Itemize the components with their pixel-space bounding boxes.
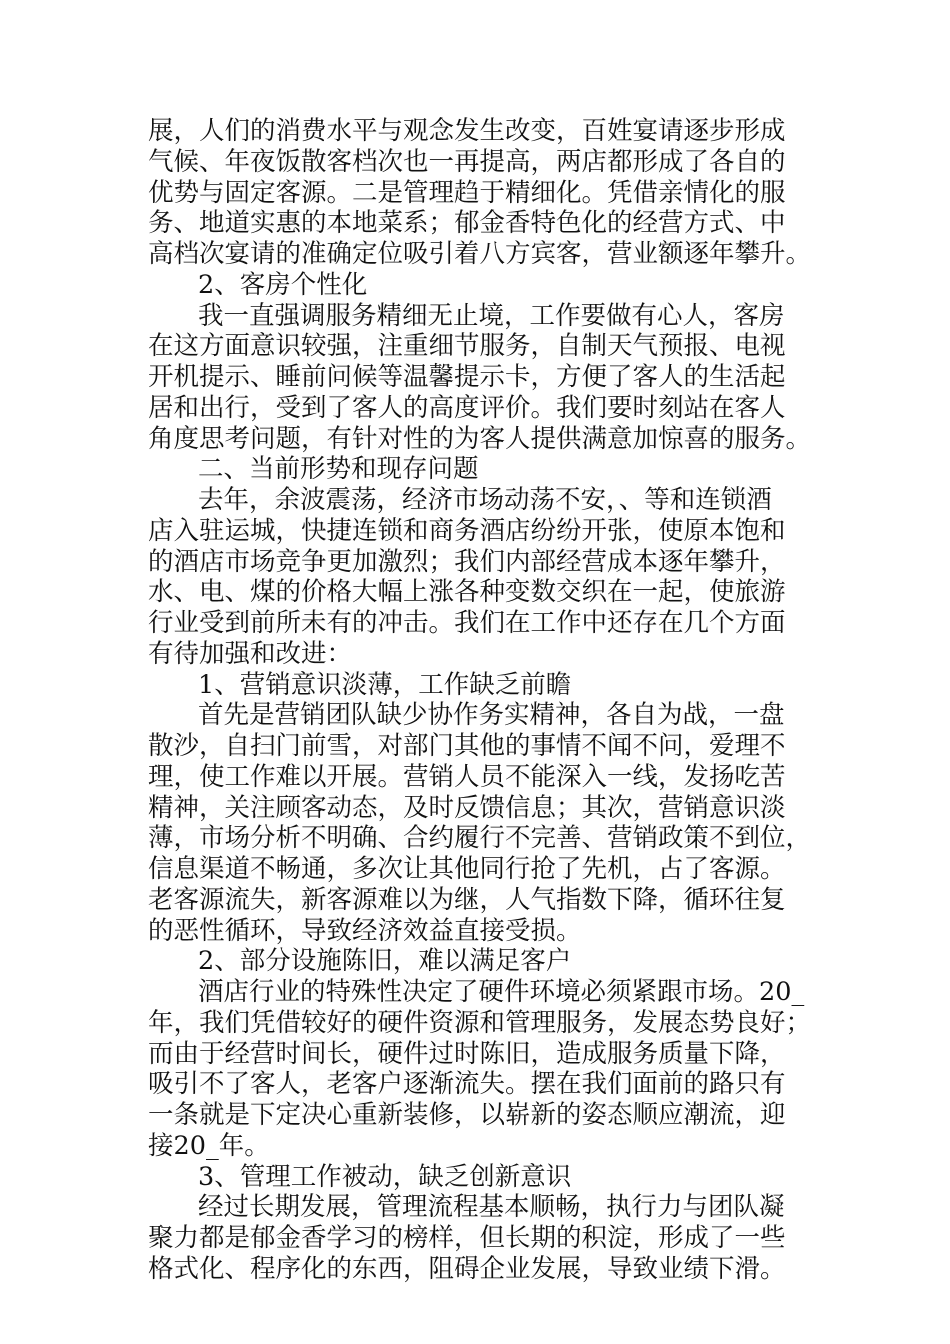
text-line: 2、部分设施陈旧，难以满足客户 bbox=[198, 946, 572, 977]
text-line: 理，使工作难以开展。营销人员不能深入一线，发扬吃苦 bbox=[148, 761, 786, 792]
text-line: 水、电、煤的价格大幅上涨各种变数交织在一起，使旅游 bbox=[148, 577, 786, 608]
text-line: 3、管理工作被动，缺乏创新意识 bbox=[198, 1161, 572, 1192]
text-line: 吸引不了客人，老客户逐渐流失。摆在我们面前的路只有 bbox=[148, 1069, 786, 1100]
text-line: 年，我们凭借较好的硬件资源和管理服务，发展态势良好； bbox=[148, 1007, 812, 1038]
text-line: 的酒店市场竞争更加激烈；我们内部经营成本逐年攀升， bbox=[148, 546, 786, 577]
text-line: 经过长期发展，管理流程基本顺畅，执行力与团队凝 bbox=[198, 1192, 785, 1223]
text-line: 店入驻运城，快捷连锁和商务酒店纷纷开张，使原本饱和 bbox=[148, 515, 786, 546]
text-line: 1、营销意识淡薄，工作缺乏前瞻 bbox=[198, 669, 572, 700]
text-line: 在这方面意识较强，注重细节服务，自制天气预报、电视 bbox=[148, 331, 786, 362]
text-line: 聚力都是郁金香学习的榜样，但长期的积淀，形成了一些 bbox=[148, 1223, 786, 1253]
text-line: 优势与固定客源。二是管理趋于精细化。凭借亲情化的服 bbox=[148, 177, 786, 208]
text-line: 2、客房个性化 bbox=[198, 269, 368, 300]
text-line: 行业受到前所未有的冲击。我们在工作中还存在几个方面 bbox=[148, 608, 786, 638]
text-line: 开机提示、睡前问候等温馨提示卡，方便了客人的生活起 bbox=[148, 362, 786, 392]
text-line: 高档次宴请的准确定位吸引着八方宾客，营业额逐年攀升。 bbox=[148, 239, 812, 269]
text-line: 而由于经营时间长，硬件过时陈旧，造成服务质量下降， bbox=[148, 1038, 786, 1069]
text-line: 的恶性循环，导致经济效益直接受损。 bbox=[148, 915, 582, 946]
text-line: 酒店行业的特殊性决定了硬件环境必须紧跟市场。20_ bbox=[198, 977, 805, 1007]
text-line: 薄，市场分析不明确、合约履行不完善、营销政策不到位， bbox=[148, 823, 812, 854]
document-body bbox=[148, 116, 812, 1285]
text-line: 有待加强和改进： bbox=[148, 638, 353, 669]
text-line: 散沙，自扫门前雪，对部门其他的事情不闻不问，爱理不 bbox=[148, 731, 786, 761]
text-line: 展，人们的消费水平与观念发生改变，百姓宴请逐步形成 bbox=[148, 116, 786, 146]
text-line: 我一直强调服务精细无止境，工作要做有心人，客房 bbox=[198, 300, 785, 331]
text-line: 首先是营销团队缺少协作务实精神，各自为战，一盘 bbox=[198, 700, 785, 731]
text-line: 信息渠道不畅通，多次让其他同行抢了先机，占了客源。 bbox=[148, 854, 786, 884]
text-line: 气候、年夜饭散客档次也一再提高，两店都形成了各自的 bbox=[148, 146, 786, 177]
text-line: 二、当前形势和现存问题 bbox=[198, 454, 479, 485]
text-line: 角度思考问题，有针对性的为客人提供满意加惊喜的服务。 bbox=[148, 423, 812, 454]
text-line: 老客源流失，新客源难以为继，人气指数下降，循环往复 bbox=[148, 884, 786, 915]
text-line: 精神，关注顾客动态，及时反馈信息；其次，营销意识淡 bbox=[148, 792, 786, 823]
text-line: 居和出行，受到了客人的高度评价。我们要时刻站在客人 bbox=[148, 392, 786, 423]
text-line: 格式化、程序化的东西，阻碍企业发展，导致业绩下滑。 bbox=[148, 1253, 786, 1284]
text-line: 一条就是下定决心重新装修，以崭新的姿态顺应潮流，迎 bbox=[148, 1100, 786, 1130]
text-line: 务、地道实惠的本地菜系；郁金香特色化的经营方式、中 bbox=[148, 208, 786, 239]
text-line: 去年，余波震荡，经济市场动荡不安，、等和连锁酒 bbox=[198, 485, 772, 515]
text-line: 接20_年。 bbox=[148, 1130, 270, 1161]
